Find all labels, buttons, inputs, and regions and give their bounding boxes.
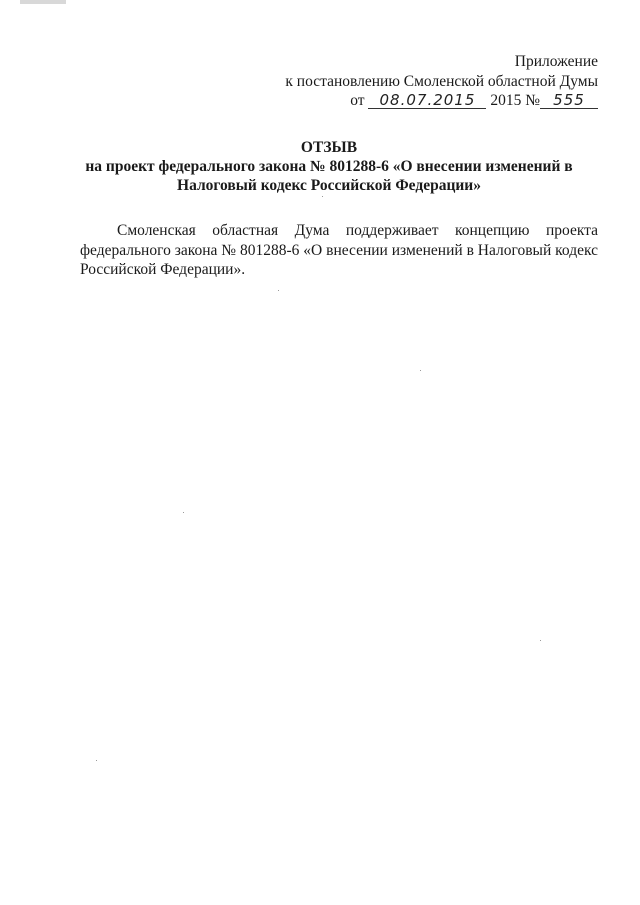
appendix-subtitle: к постановлению Смоленской областной Думы [285, 72, 598, 90]
scan-artifact [20, 0, 66, 4]
scan-speck [278, 290, 279, 291]
document-title: ОТЗЫВ [300, 139, 358, 156]
date-prefix: от [350, 92, 365, 109]
year-label: 2015 № [490, 92, 540, 109]
heading-line-1: на проект федерального закона № 801288-6 «О внесении изменений в [85, 158, 573, 175]
appendix-header [285, 52, 598, 111]
scan-speck [322, 196, 323, 197]
handwritten-number: 555 [540, 92, 598, 109]
scan-speck [540, 640, 541, 641]
scan-speck [183, 512, 184, 513]
handwritten-date: 08.07.2015 [368, 92, 486, 109]
appendix-title: Приложение [514, 53, 598, 70]
scan-speck [420, 370, 421, 371]
scan-speck [96, 760, 97, 761]
document-heading [60, 138, 598, 195]
body-paragraph: Смоленская областная Дума поддерживает концепцию проекта федерального закона № 801288-6 «О внесении изменений в Налоговый кодекс Российской Федерации». [80, 222, 598, 278]
heading-line-2: Налоговый кодекс Российской Федерации» [177, 177, 481, 194]
document-body [80, 221, 598, 280]
appendix-date-line [285, 91, 598, 111]
